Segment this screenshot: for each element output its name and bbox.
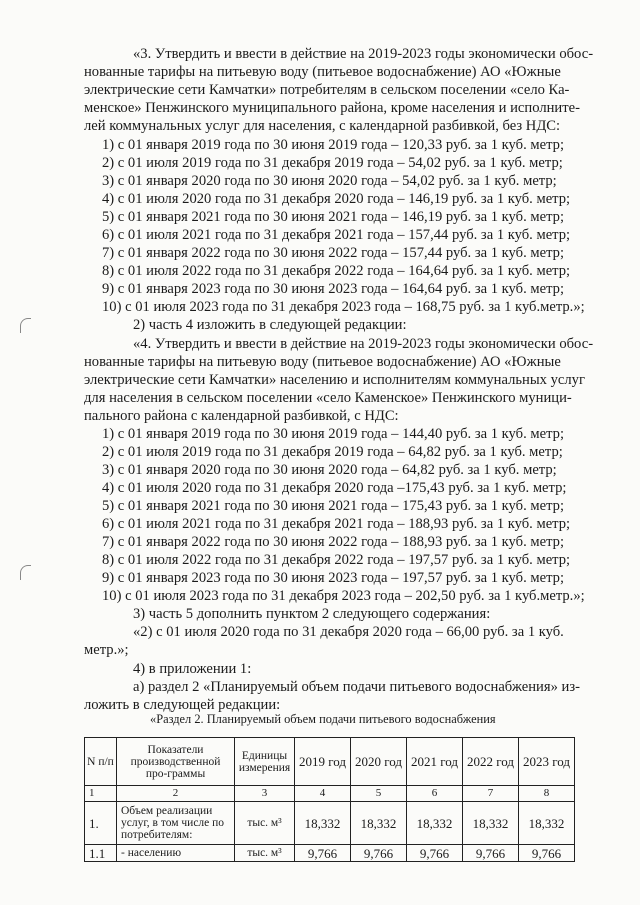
paragraph-line: для населения в сельском поселении «село Каменское» Пенжинского муници- bbox=[84, 390, 572, 406]
header-cell: N п/п bbox=[85, 738, 117, 786]
column-number: 7 bbox=[463, 786, 519, 802]
paragraph-line: пального района с календарной разбивкой, с НДС: bbox=[84, 408, 399, 424]
column-number: 4 bbox=[295, 786, 351, 802]
paragraph-line: «3. Утвердить и ввести в действие на 2019-2023 годы экономически обос- bbox=[133, 46, 594, 62]
tariff-item: 1) с 01 января 2019 года по 30 июня 2019 года – 120,33 руб. за 1 куб. метр; bbox=[102, 137, 565, 153]
column-number: 6 bbox=[407, 786, 463, 802]
amendment-heading: 4) в приложении 1: bbox=[133, 661, 252, 677]
indicator-cell: - населению bbox=[117, 845, 235, 862]
paragraph-line: электрические сети Камчатки» населению и исполнителям коммунальных услуг bbox=[84, 372, 585, 388]
tariff-item: 5) с 01 января 2021 года по 30 июня 2021 года – 175,43 руб. за 1 куб. метр; bbox=[102, 498, 565, 514]
paragraph-line: нованные тарифы на питьевую воду (питьевое водоснабжение) АО «Южные bbox=[84, 354, 561, 370]
indicator-cell: Объем реализации услуг, в том числе по потребителям: bbox=[117, 802, 235, 845]
tariff-item: 8) с 01 июля 2022 года по 31 декабря 2022 года – 197,57 руб. за 1 куб. метр; bbox=[102, 552, 571, 568]
column-number-row bbox=[85, 786, 575, 802]
margin-mark bbox=[20, 565, 31, 580]
tariff-item: 2) с 01 июля 2019 года по 31 декабря 2019 года – 64,82 руб. за 1 куб. метр; bbox=[102, 444, 563, 460]
header-cell: 2022 год bbox=[463, 738, 519, 786]
production-volume-table bbox=[84, 737, 575, 862]
column-number: 8 bbox=[519, 786, 575, 802]
value-cell: 9,766 bbox=[519, 845, 575, 862]
column-number: 2 bbox=[117, 786, 235, 802]
header-cell: 2019 год bbox=[295, 738, 351, 786]
paragraph-line: электрические сети Камчатки» потребителям в сельском поселении «село Ка- bbox=[84, 82, 570, 98]
tariff-item: 5) с 01 января 2021 года по 30 июня 2021 года – 146,19 руб. за 1 куб. метр; bbox=[102, 209, 565, 225]
header-cell: 2021 год bbox=[407, 738, 463, 786]
tariff-item: 10) с 01 июля 2023 года по 31 декабря 2023 года – 168,75 руб. за 1 куб.метр.»; bbox=[102, 299, 585, 315]
header-cell: 2020 год bbox=[351, 738, 407, 786]
tariff-item: 7) с 01 января 2022 года по 30 июня 2022 года – 188,93 руб. за 1 куб. метр; bbox=[102, 534, 565, 550]
tariff-item: 9) с 01 января 2023 года по 30 июня 2023 года – 197,57 руб. за 1 куб. метр; bbox=[102, 570, 565, 586]
value-cell: 18,332 bbox=[519, 802, 575, 845]
tariff-item: 6) с 01 июля 2021 года по 31 декабря 2021 года – 157,44 руб. за 1 куб. метр; bbox=[102, 227, 571, 243]
value-cell: 18,332 bbox=[407, 802, 463, 845]
table-caption: «Раздел 2. Планируемый объем подачи питьевого водоснабжения bbox=[150, 712, 496, 726]
tariff-item: 9) с 01 января 2023 года по 30 июня 2023 года – 164,64 руб. за 1 куб. метр; bbox=[102, 281, 565, 297]
unit-cell: тыс. м³ bbox=[235, 802, 295, 845]
paragraph-line: нованные тарифы на питьевую воду (питьевое водоснабжение) АО «Южные bbox=[84, 64, 561, 80]
row-number: 1. bbox=[85, 802, 117, 845]
tariff-item: 4) с 01 июля 2020 года по 31 декабря 2020 года – 146,19 руб. за 1 куб. метр; bbox=[102, 191, 571, 207]
value-cell: 18,332 bbox=[463, 802, 519, 845]
value-cell: 18,332 bbox=[295, 802, 351, 845]
table-header-row bbox=[85, 738, 575, 786]
value-cell: 18,332 bbox=[351, 802, 407, 845]
tariff-item: 3) с 01 января 2020 года по 30 июня 2020 года – 54,02 руб. за 1 куб. метр; bbox=[102, 173, 557, 189]
column-number: 5 bbox=[351, 786, 407, 802]
row-number: 1.1 bbox=[85, 845, 117, 862]
amendment-heading: 3) часть 5 дополнить пунктом 2 следующего содержания: bbox=[133, 606, 491, 622]
value-cell: 9,766 bbox=[463, 845, 519, 862]
header-cell: 2023 год bbox=[519, 738, 575, 786]
tariff-item: 7) с 01 января 2022 года по 30 июня 2022 года – 157,44 руб. за 1 куб. метр; bbox=[102, 245, 565, 261]
paragraph-line: «4. Утвердить и ввести в действие на 2019-2023 годы экономически обос- bbox=[133, 336, 594, 352]
column-number: 1 bbox=[85, 786, 117, 802]
tariff-item: 4) с 01 июля 2020 года по 31 декабря 2020 года –175,43 руб. за 1 куб. метр; bbox=[102, 480, 567, 496]
value-cell: 9,766 bbox=[407, 845, 463, 862]
tariff-item: 8) с 01 июля 2022 года по 31 декабря 2022 года – 164,64 руб. за 1 куб. метр; bbox=[102, 263, 571, 279]
value-cell: 9,766 bbox=[295, 845, 351, 862]
tariff-item: 3) с 01 января 2020 года по 30 июня 2020 года – 64,82 руб. за 1 куб. метр; bbox=[102, 462, 557, 478]
paragraph-line: метр.»; bbox=[84, 642, 129, 658]
amendment-heading: 2) часть 4 изложить в следующей редакции: bbox=[133, 317, 407, 333]
paragraph-line: а) раздел 2 «Планируемый объем подачи питьевого водоснабжения» из- bbox=[133, 679, 580, 695]
tariff-item: 6) с 01 июля 2021 года по 31 декабря 2021 года – 188,93 руб. за 1 куб. метр; bbox=[102, 516, 571, 532]
column-number: 3 bbox=[235, 786, 295, 802]
paragraph-line: «2) с 01 июля 2020 года по 31 декабря 2020 года – 66,00 руб. за 1 куб. bbox=[133, 624, 564, 640]
tariff-item: 2) с 01 июля 2019 года по 31 декабря 2019 года – 54,02 руб. за 1 куб. метр; bbox=[102, 155, 563, 171]
paragraph-line: ложить в следующей редакции: bbox=[84, 697, 281, 713]
margin-mark bbox=[20, 318, 31, 333]
tariff-item: 1) с 01 января 2019 года по 30 июня 2019 года – 144,40 руб. за 1 куб. метр; bbox=[102, 426, 565, 442]
tariff-item: 10) с 01 июля 2023 года по 31 декабря 2023 года – 202,50 руб. за 1 куб.метр.»; bbox=[102, 588, 585, 604]
header-cell: Показатели производственной про-граммы bbox=[117, 738, 235, 786]
table-row bbox=[85, 845, 575, 862]
value-cell: 9,766 bbox=[351, 845, 407, 862]
header-cell: Единицы измерения bbox=[235, 738, 295, 786]
unit-cell: тыс. м³ bbox=[235, 845, 295, 862]
paragraph-line: менское» Пенжинского муниципального района, кроме населения и исполните- bbox=[84, 100, 580, 116]
table-row bbox=[85, 802, 575, 845]
paragraph-line: лей коммунальных услуг для населения, с календарной разбивкой, без НДС: bbox=[84, 118, 561, 134]
